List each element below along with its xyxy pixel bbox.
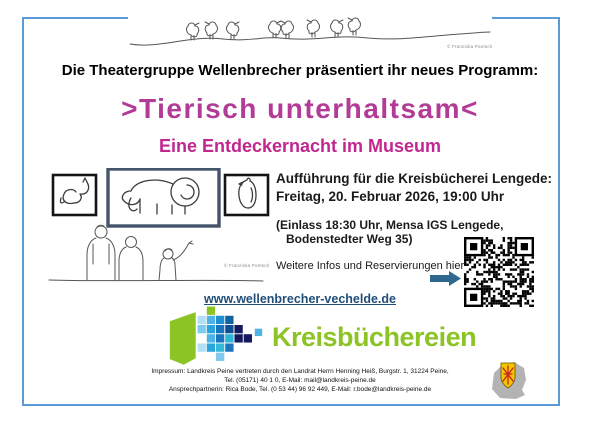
impressum <box>60 367 540 394</box>
artist-credit-illustration: © Franziska Poetsch <box>224 263 270 268</box>
show-title: >Tierisch unterhaltsam< <box>121 93 479 124</box>
artist-credit-top: © Franziska Poetsch <box>447 44 493 49</box>
lion-picture-icon <box>108 169 219 226</box>
penguin-picture-icon <box>225 175 268 215</box>
birds-on-wire-icon <box>128 8 492 58</box>
visitors-icon <box>87 225 193 280</box>
book-mosaic-icon <box>168 306 264 368</box>
impressum-line-1: Impressum: Landkreis Peine vertreten durch den Landrat Herrn Henning Heiß, Burgstr. 1, 31224 Peine, <box>151 368 449 375</box>
museum-illustration <box>35 168 270 288</box>
kreisbuechereien-logo <box>168 306 476 368</box>
arrow-right-icon <box>430 270 462 287</box>
birds-on-wire-illustration <box>128 8 492 58</box>
landkreis-peine-crest-icon <box>488 357 528 403</box>
logo-wordmark: Kreisbüchereien <box>272 321 477 352</box>
event-note-2: Bodenstedter Weg 35) <box>286 232 413 246</box>
intro-line: Die Theatergruppe Wellenbrecher präsentiert ihr neues Programm: <box>61 62 539 79</box>
event-date: Freitag, 20. Februar 2026, 19:00 Uhr <box>276 189 505 204</box>
impressum-line-3: Ansprechpartnerin: Rica Bode, Tel. (0 53 44) 96 92 449, E-Mail: r.bode@landkreis-peine.de <box>168 386 432 393</box>
more-info-label: Weitere Infos und Reservierungen hier <box>276 260 465 272</box>
show-subtitle: Eine Entdeckernacht im Museum <box>158 136 442 156</box>
website-link[interactable]: www.wellenbrecher-vechelde.de <box>204 292 396 306</box>
cat-picture-icon <box>53 175 96 215</box>
event-venue: Aufführung für die Kreisbücherei Lengede: <box>276 171 553 186</box>
event-note-1: (Einlass 18:30 Uhr, Mensa IGS Lengede, <box>276 218 504 232</box>
impressum-line-2: Tel. (05171) 40 1 0, E-Mail: mail@landkreis-peine.de <box>224 377 376 384</box>
